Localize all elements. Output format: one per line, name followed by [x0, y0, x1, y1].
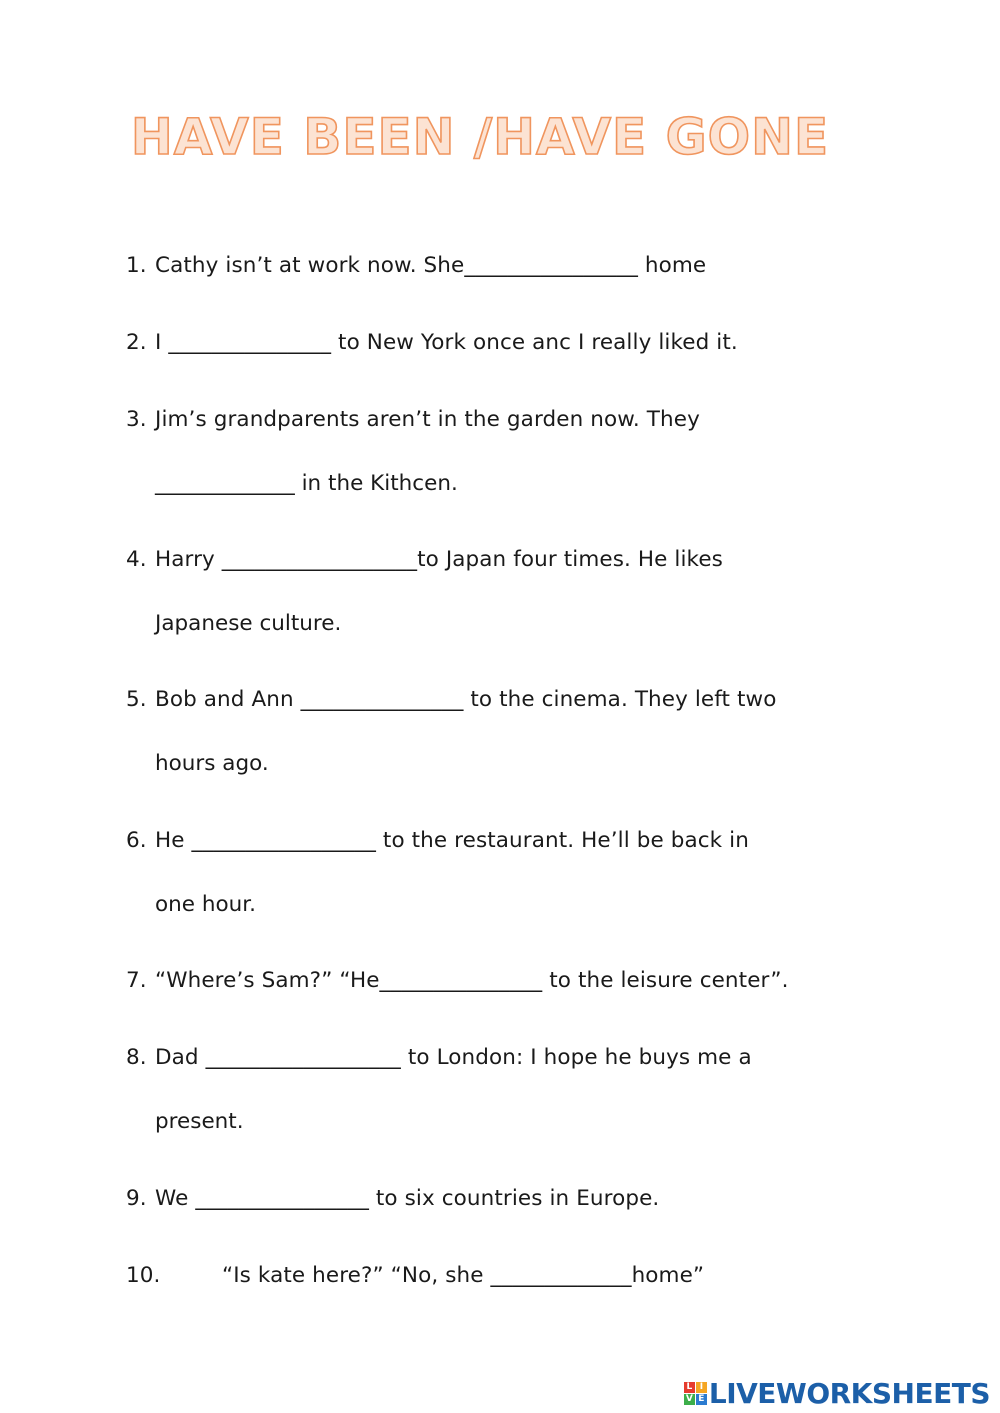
question-3-continuation: _____________ in the Kithcen.	[155, 471, 458, 496]
question-number: 10.	[126, 1263, 161, 1288]
question-number: 8.	[126, 1045, 147, 1070]
question-8	[126, 1044, 752, 1072]
question-number: 3.	[126, 407, 147, 432]
question-6-continuation: one hour.	[155, 892, 256, 917]
question-number: 5.	[126, 687, 147, 712]
question-text: Jim’s grandparents aren’t in the garden now. They	[155, 407, 700, 432]
question-7	[126, 967, 789, 995]
question-1	[126, 252, 706, 280]
logo-text: LIVEWORKSHEETS	[708, 1377, 990, 1410]
question-3	[126, 406, 700, 434]
question-5-continuation: hours ago.	[155, 751, 269, 776]
logo-letter: E	[696, 1394, 707, 1405]
question-10	[126, 1262, 704, 1290]
question-number: 6.	[126, 828, 147, 853]
question-text: I _______________ to New York once anc I really liked it.	[155, 330, 738, 355]
question-4-continuation: Japanese culture.	[155, 611, 342, 636]
question-text: Cathy isn’t at work now. She________________ home	[155, 253, 707, 278]
liveworksheets-logo-icon	[684, 1382, 707, 1405]
worksheet-title: HAVE BEEN /HAVE GONE	[130, 108, 830, 166]
logo-letter: I	[696, 1382, 707, 1393]
question-text: He _________________ to the restaurant. He’ll be back in	[155, 828, 749, 853]
question-6	[126, 827, 749, 855]
question-number: 1.	[126, 253, 147, 278]
question-2	[126, 329, 738, 357]
question-number: 9.	[126, 1186, 147, 1211]
question-text: Dad __________________ to London: I hope he buys me a	[155, 1045, 752, 1070]
liveworksheets-logo	[684, 1377, 990, 1410]
question-text: We ________________ to six countries in Europe.	[155, 1186, 660, 1211]
question-text: Harry __________________to Japan four times. He likes	[155, 547, 723, 572]
question-text: “Is kate here?” “No, she _____________home”	[222, 1263, 705, 1288]
question-number: 7.	[126, 968, 147, 993]
question-5	[126, 686, 777, 714]
question-4	[126, 546, 723, 574]
question-text: “Where’s Sam?” “He_______________ to the leisure center”.	[155, 968, 789, 993]
question-number: 4.	[126, 547, 147, 572]
question-9	[126, 1185, 659, 1213]
question-8-continuation: present.	[155, 1109, 244, 1134]
question-number: 2.	[126, 330, 147, 355]
question-text: Bob and Ann _______________ to the cinema. They left two	[155, 687, 777, 712]
logo-letter: L	[684, 1382, 695, 1393]
logo-letter: V	[684, 1394, 695, 1405]
